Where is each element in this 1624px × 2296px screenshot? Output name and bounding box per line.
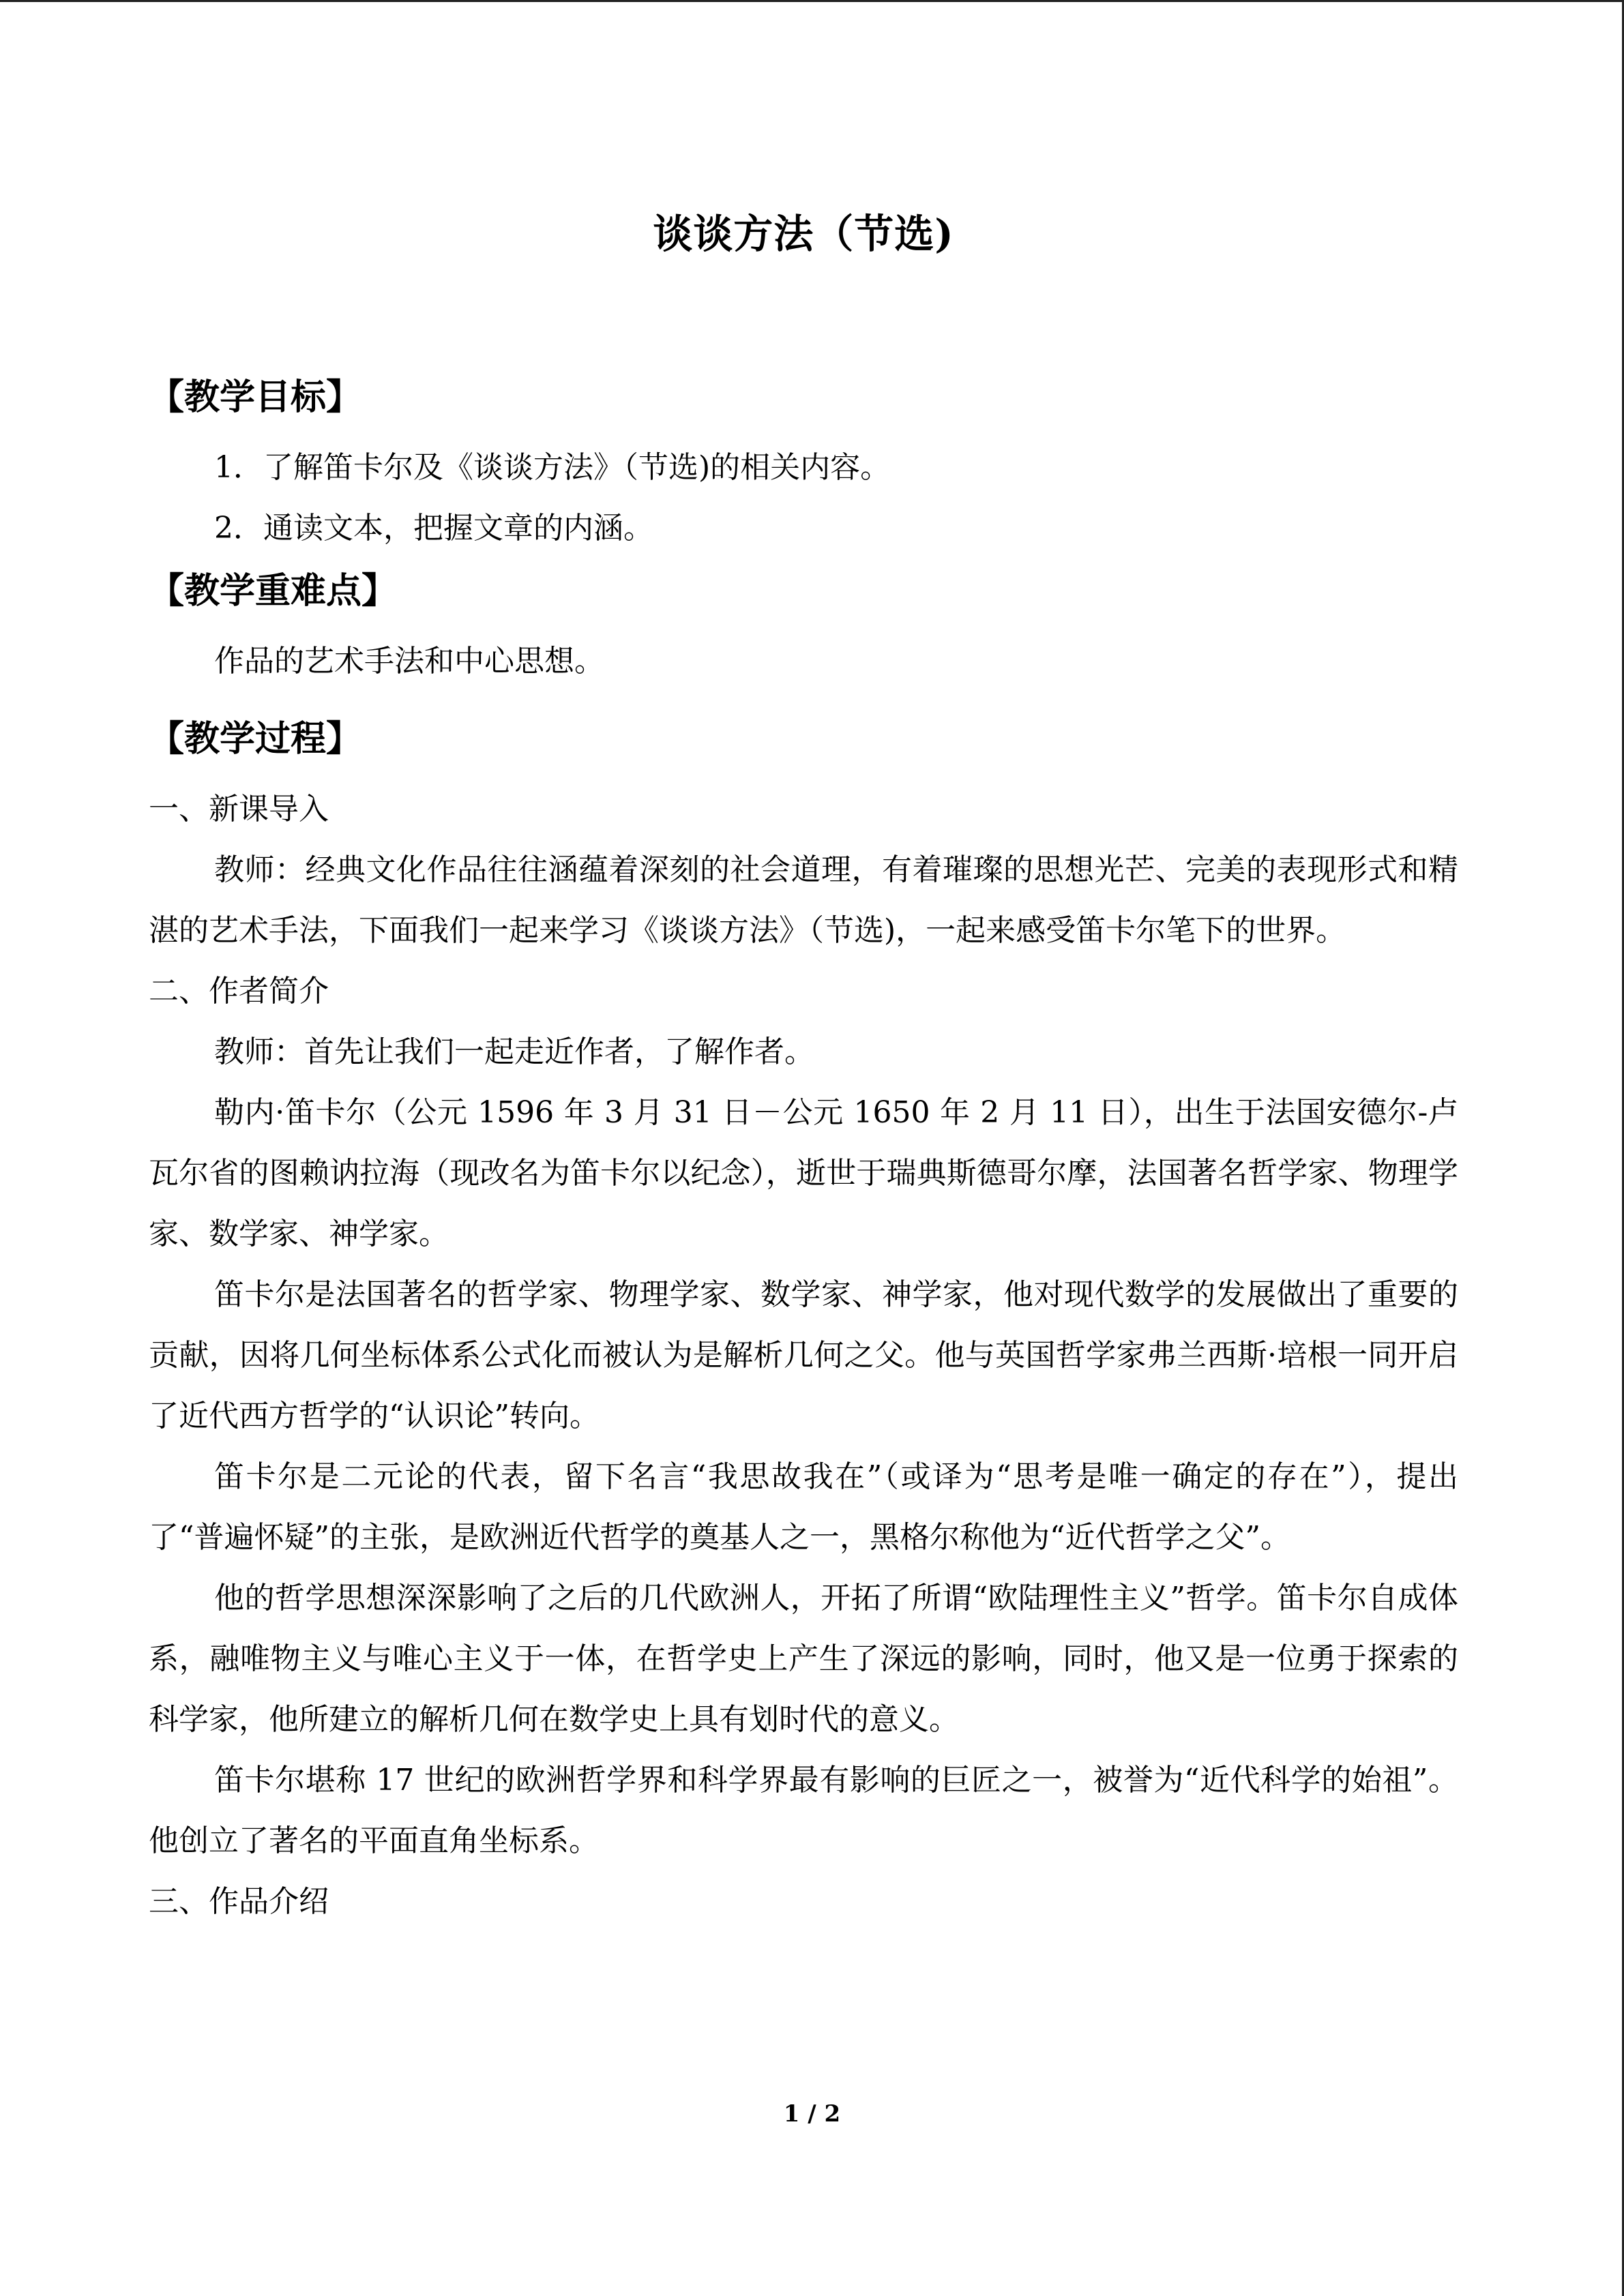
section-heading-teaching-process: 【教学过程】 bbox=[149, 719, 362, 760]
document-title: 谈谈方法（节选) bbox=[653, 211, 954, 257]
author-paragraph-3: 笛卡尔是法国著名的哲学家、物理学家、数学家、神学家，他对现代数学的发展做出了重要的贡献，因将几何坐标体系公式化而被认为是解析几何之父。他与英国哲学家弗兰西斯·培根一同开启了近代西方哲学的“认识论”转向。 bbox=[149, 1277, 1458, 1433]
page-number: 1 / 2 bbox=[783, 2100, 841, 2128]
intro-paragraph: 教师：经典文化作品往往涵蕴着深刻的社会道理，有着璀璨的思想光芒、完美的表现形式和精湛的艺术手法，下面我们一起来学习《谈谈方法》（节选)，一起来感受笛卡尔笔下的世界。 bbox=[149, 852, 1458, 948]
part-title-intro: 一、新课导入 bbox=[149, 792, 329, 826]
goal-item-1: 1．了解笛卡尔及《谈谈方法》（节选)的相关内容。 bbox=[214, 450, 891, 485]
section-heading-teaching-goals: 【教学目标】 bbox=[149, 377, 362, 418]
author-paragraph-6: 笛卡尔堪称 17 世纪的欧洲哲学界和科学界最有影响的巨匠之一，被誉为“近代科学的始祖”。他创立了著名的平面直角坐标系。 bbox=[149, 1763, 1458, 1858]
section-heading-key-points: 【教学重难点】 bbox=[149, 571, 398, 612]
author-paragraph-5: 他的哲学思想深深影响了之后的几代欧洲人，开拓了所谓“欧陆理性主义”哲学。笛卡尔自成体系，融唯物主义与唯心主义于一体，在哲学史上产生了深远的影响，同时，他又是一位勇于探索的科学家，他所建立的解析几何在数学史上具有划时代的意义。 bbox=[149, 1581, 1458, 1737]
part-title-author: 二、作者简介 bbox=[149, 974, 329, 1009]
goal-item-2: 2．通读文本，把握文章的内涵。 bbox=[214, 511, 653, 546]
author-paragraph-2: 勒内·笛卡尔（公元 1596 年 3 月 31 日－公元 1650 年 2 月 11 日），出生于法国安德尔-卢瓦尔省的图赖讷拉海（现改名为笛卡尔以纪念），逝世于瑞典斯德哥尔摩，法国著名哲学家、物理学家、数学家、神学家。 bbox=[149, 1095, 1458, 1251]
key-points-text: 作品的艺术手法和中心思想。 bbox=[214, 644, 604, 679]
author-paragraph-4: 笛卡尔是二元论的代表，留下名言“我思故我在”（或译为“思考是唯一确定的存在”），提出了“普遍怀疑”的主张，是欧洲近代哲学的奠基人之一，黑格尔称他为“近代哲学之父”。 bbox=[149, 1459, 1458, 1555]
author-paragraph-1: 教师：首先让我们一起走近作者，了解作者。 bbox=[214, 1034, 814, 1069]
document-body bbox=[149, 207, 1458, 1932]
part-title-work: 三、作品介绍 bbox=[149, 1884, 329, 1919]
